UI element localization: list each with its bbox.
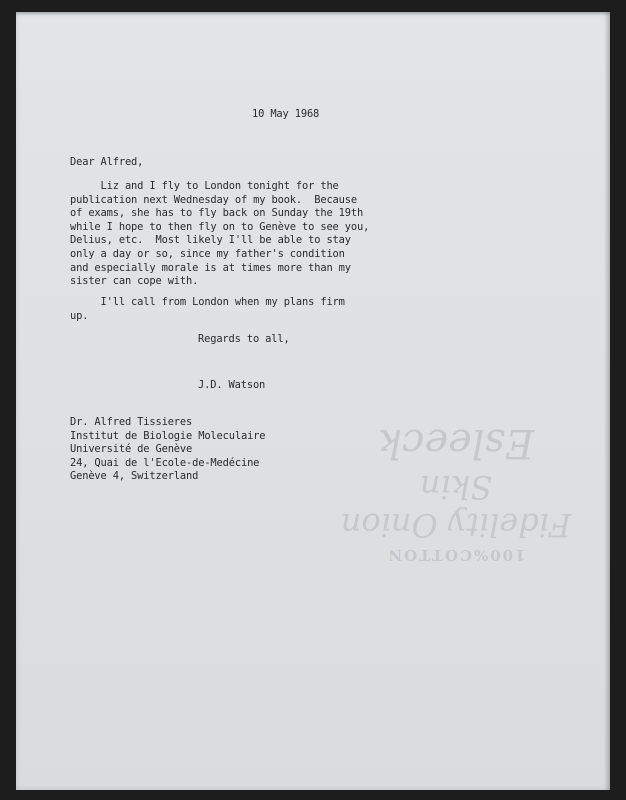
signature: J.D. Watson — [198, 379, 266, 391]
paragraph-line: I'll call from London when my plans firm — [70, 296, 345, 308]
page-top-shadow — [16, 12, 610, 16]
closing: Regards to all, — [198, 333, 290, 345]
paragraph-line: of exams, she has to fly back on Sunday the 19th — [70, 207, 364, 220]
watermark-maker: Esleeck — [377, 420, 535, 466]
watermark-cotton: 100%COTTON — [386, 546, 526, 564]
page-right-shadow — [604, 12, 610, 790]
salutation: Dear Alfred, — [70, 156, 144, 168]
paragraph-line: only a day or so, since my father's condition — [70, 248, 345, 260]
paragraph-line: up. — [70, 309, 89, 322]
paragraph-line: and especially morale is at times more than my — [70, 261, 351, 274]
letter-page — [16, 12, 610, 790]
paragraph-line: Liz and I fly to London tonight for the — [70, 180, 339, 192]
paragraph-line: while I hope to then fly on to Genève to see you, — [70, 220, 370, 233]
address-line: Dr. Alfred Tissieres — [70, 416, 193, 428]
paragraph-line: Delius, etc. Most likely I'll be able to stay — [70, 234, 351, 247]
paragraph-line: sister can cope with. — [70, 275, 199, 288]
address-line: Institut de Biologie Moleculaire — [70, 429, 266, 442]
watermark-brand: Fidelity Onion Skin — [340, 468, 572, 544]
paper-watermark — [306, 420, 606, 564]
letter-date: 10 May 1968 — [252, 108, 320, 120]
address-line: Université de Genève — [70, 443, 193, 456]
paragraph-line: publication next Wednesday of my book. Because — [70, 193, 357, 206]
address-line: Genève 4, Switzerland — [70, 470, 199, 483]
address-line: 24, Quai de l'Ecole-de-Medécine — [70, 456, 260, 469]
